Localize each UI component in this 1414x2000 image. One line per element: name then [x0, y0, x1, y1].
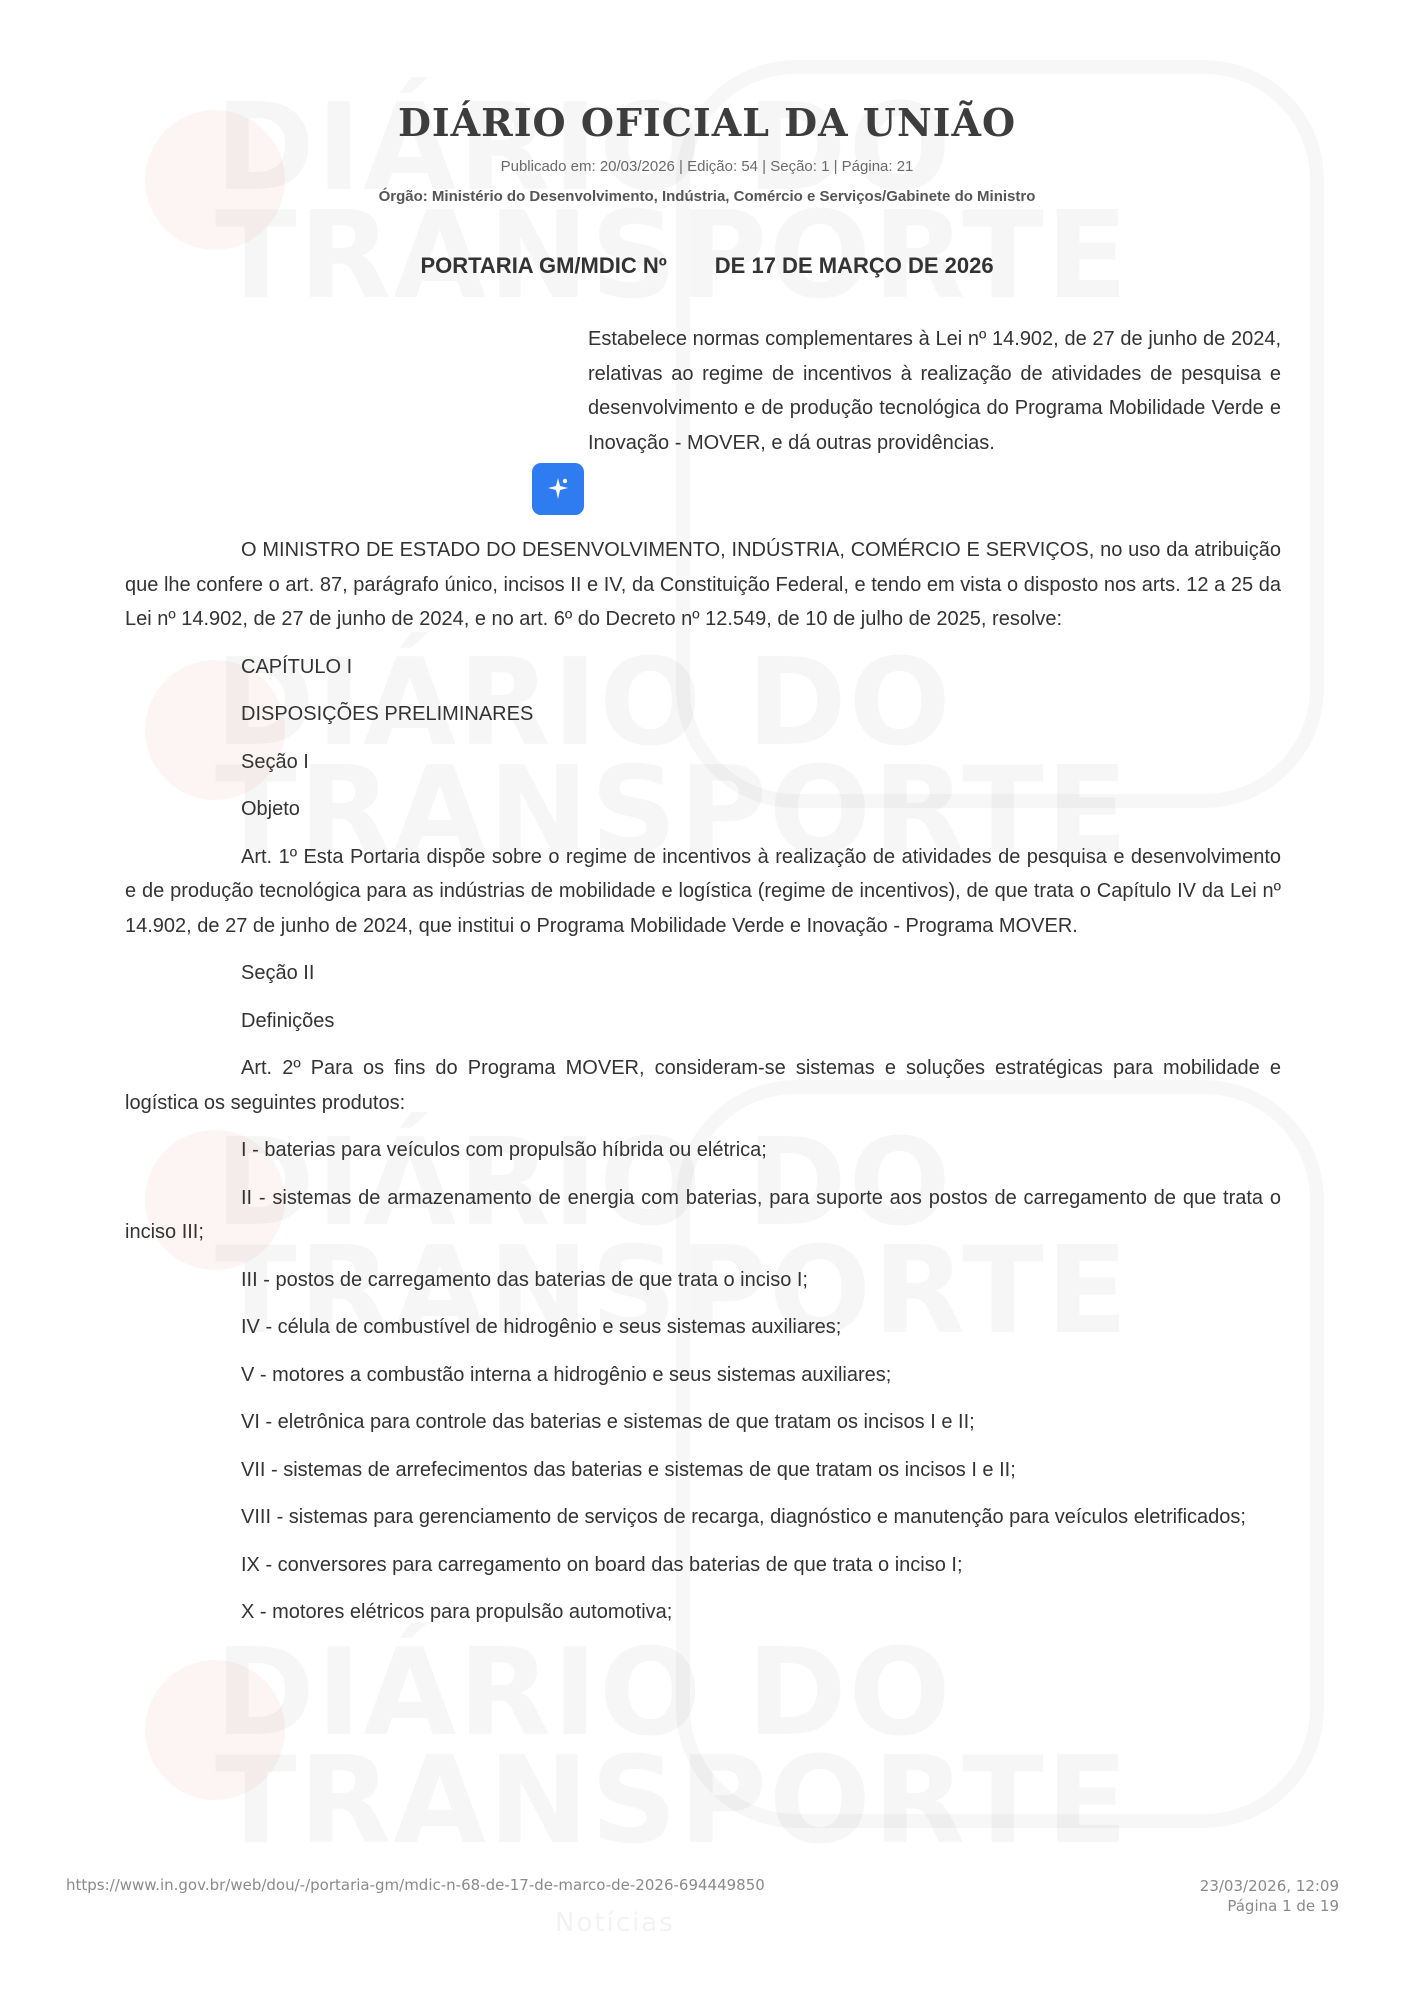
- inciso-item: X - motores elétricos para propulsão automotiva;: [241, 1601, 673, 1623]
- inciso-item: VII - sistemas de arrefecimentos das baterias e sistemas de que tratam os incisos I e II;: [241, 1458, 1016, 1481]
- chapter-heading: CAPÍTULO I: [241, 655, 353, 678]
- footer-info: [1200, 1876, 1339, 1916]
- article-1: Art. 1º Esta Portaria dispõe sobre o regime de incentivos à realização de atividades de pesquisa e desenvolvimento e de produção tecnológica para as indústrias de mobilidade e logística (regime de incentivos), de que trata o Capítulo IV da Lei nº 14.902, de 27 de junho de 2024, que institui o Programa Mobilidade Verde e Inovação - Programa MOVER.: [125, 845, 1281, 937]
- inciso-item: II - sistemas de armazenamento de energia com baterias, para suporte aos postos de carregamento de que trata o inciso III;: [125, 1186, 1281, 1243]
- portaria-number: PORTARIA GM/MDIC Nº: [420, 253, 667, 278]
- document-title: DIÁRIO OFICIAL DA UNIÃO: [397, 100, 1017, 145]
- inciso-item: I - baterias para veículos com propulsão híbrida ou elétrica;: [241, 1139, 767, 1161]
- portaria-heading: [0, 253, 1414, 279]
- assistant-chat-icon[interactable]: [532, 463, 584, 515]
- inciso-item: VIII - sistemas para gerenciamento de serviços de recarga, diagnóstico e manutenção para veículos eletrificados;: [241, 1506, 1246, 1528]
- inciso-item: III - postos de carregamento das baterias de que trata o inciso I;: [241, 1268, 808, 1291]
- preamble: O MINISTRO DE ESTADO DO DESENVOLVIMENTO, INDÚSTRIA, COMÉRCIO E SERVIÇOS, no uso da atribuição que lhe confere o art. 87, parágrafo único, incisos II e IV, da Constituição Federal, e tendo em vista o disposto nos arts. 12 a 25 da Lei nº 14.902, de 27 de junho de 2024, e no art. 6º do Decreto nº 12.549, de 10 de julho de 2025, resolve:: [125, 539, 1281, 630]
- article-2: Art. 2º Para os fins do Programa MOVER, consideram-se sistemas e soluções estratégicas para mobilidade e logística os seguintes produtos:: [125, 1057, 1281, 1114]
- portaria-date: DE 17 DE MARÇO DE 2026: [714, 253, 994, 278]
- footer-page-number: Página 1 de 19: [1227, 1897, 1339, 1915]
- section-title: Definições: [241, 1009, 335, 1032]
- sparkle-icon: [544, 475, 572, 503]
- section-heading: Seção II: [241, 962, 315, 984]
- inciso-item: VI - eletrônica para controle das baterias e sistemas de que tratam os incisos I e II;: [241, 1411, 975, 1433]
- publication-info: Publicado em: 20/03/2026 | Edição: 54 | Seção: 1 | Página: 21: [500, 158, 914, 175]
- footer-url: https://www.in.gov.br/web/dou/-/portaria-gm/mdic-n-68-de-17-de-marco-de-2026-694449850: [66, 1876, 765, 1894]
- issuing-organ: Órgão: Ministério do Desenvolvimento, Indústria, Comércio e Serviços/Gabinete do Ministro: [378, 188, 1036, 205]
- inciso-item: IV - célula de combustível de hidrogênio e seus sistemas auxiliares;: [241, 1316, 842, 1338]
- watermark-tag: Notícias: [555, 1908, 675, 1938]
- chapter-title: DISPOSIÇÕES PRELIMINARES: [241, 703, 534, 725]
- inciso-item: V - motores a combustão interna a hidrogênio e seus sistemas auxiliares;: [241, 1363, 892, 1386]
- ementa: Estabelece normas complementares à Lei nº 14.902, de 27 de junho de 2024, relativas ao regime de incentivos à realização de atividades de pesquisa e desenvolvimento e de produção tecnológica do Programa Mobilidade Verde e Inovação - MOVER, e dá outras providências.: [588, 328, 1281, 454]
- inciso-item: IX - conversores para carregamento on board das baterias de que trata o inciso I;: [241, 1553, 963, 1576]
- document-body: [125, 533, 1281, 1630]
- watermark-logo: [145, 1660, 285, 1800]
- section-title: Objeto: [241, 798, 300, 820]
- footer-datetime: 23/03/2026, 12:09: [1199, 1877, 1339, 1895]
- section-heading: Seção I: [241, 750, 309, 773]
